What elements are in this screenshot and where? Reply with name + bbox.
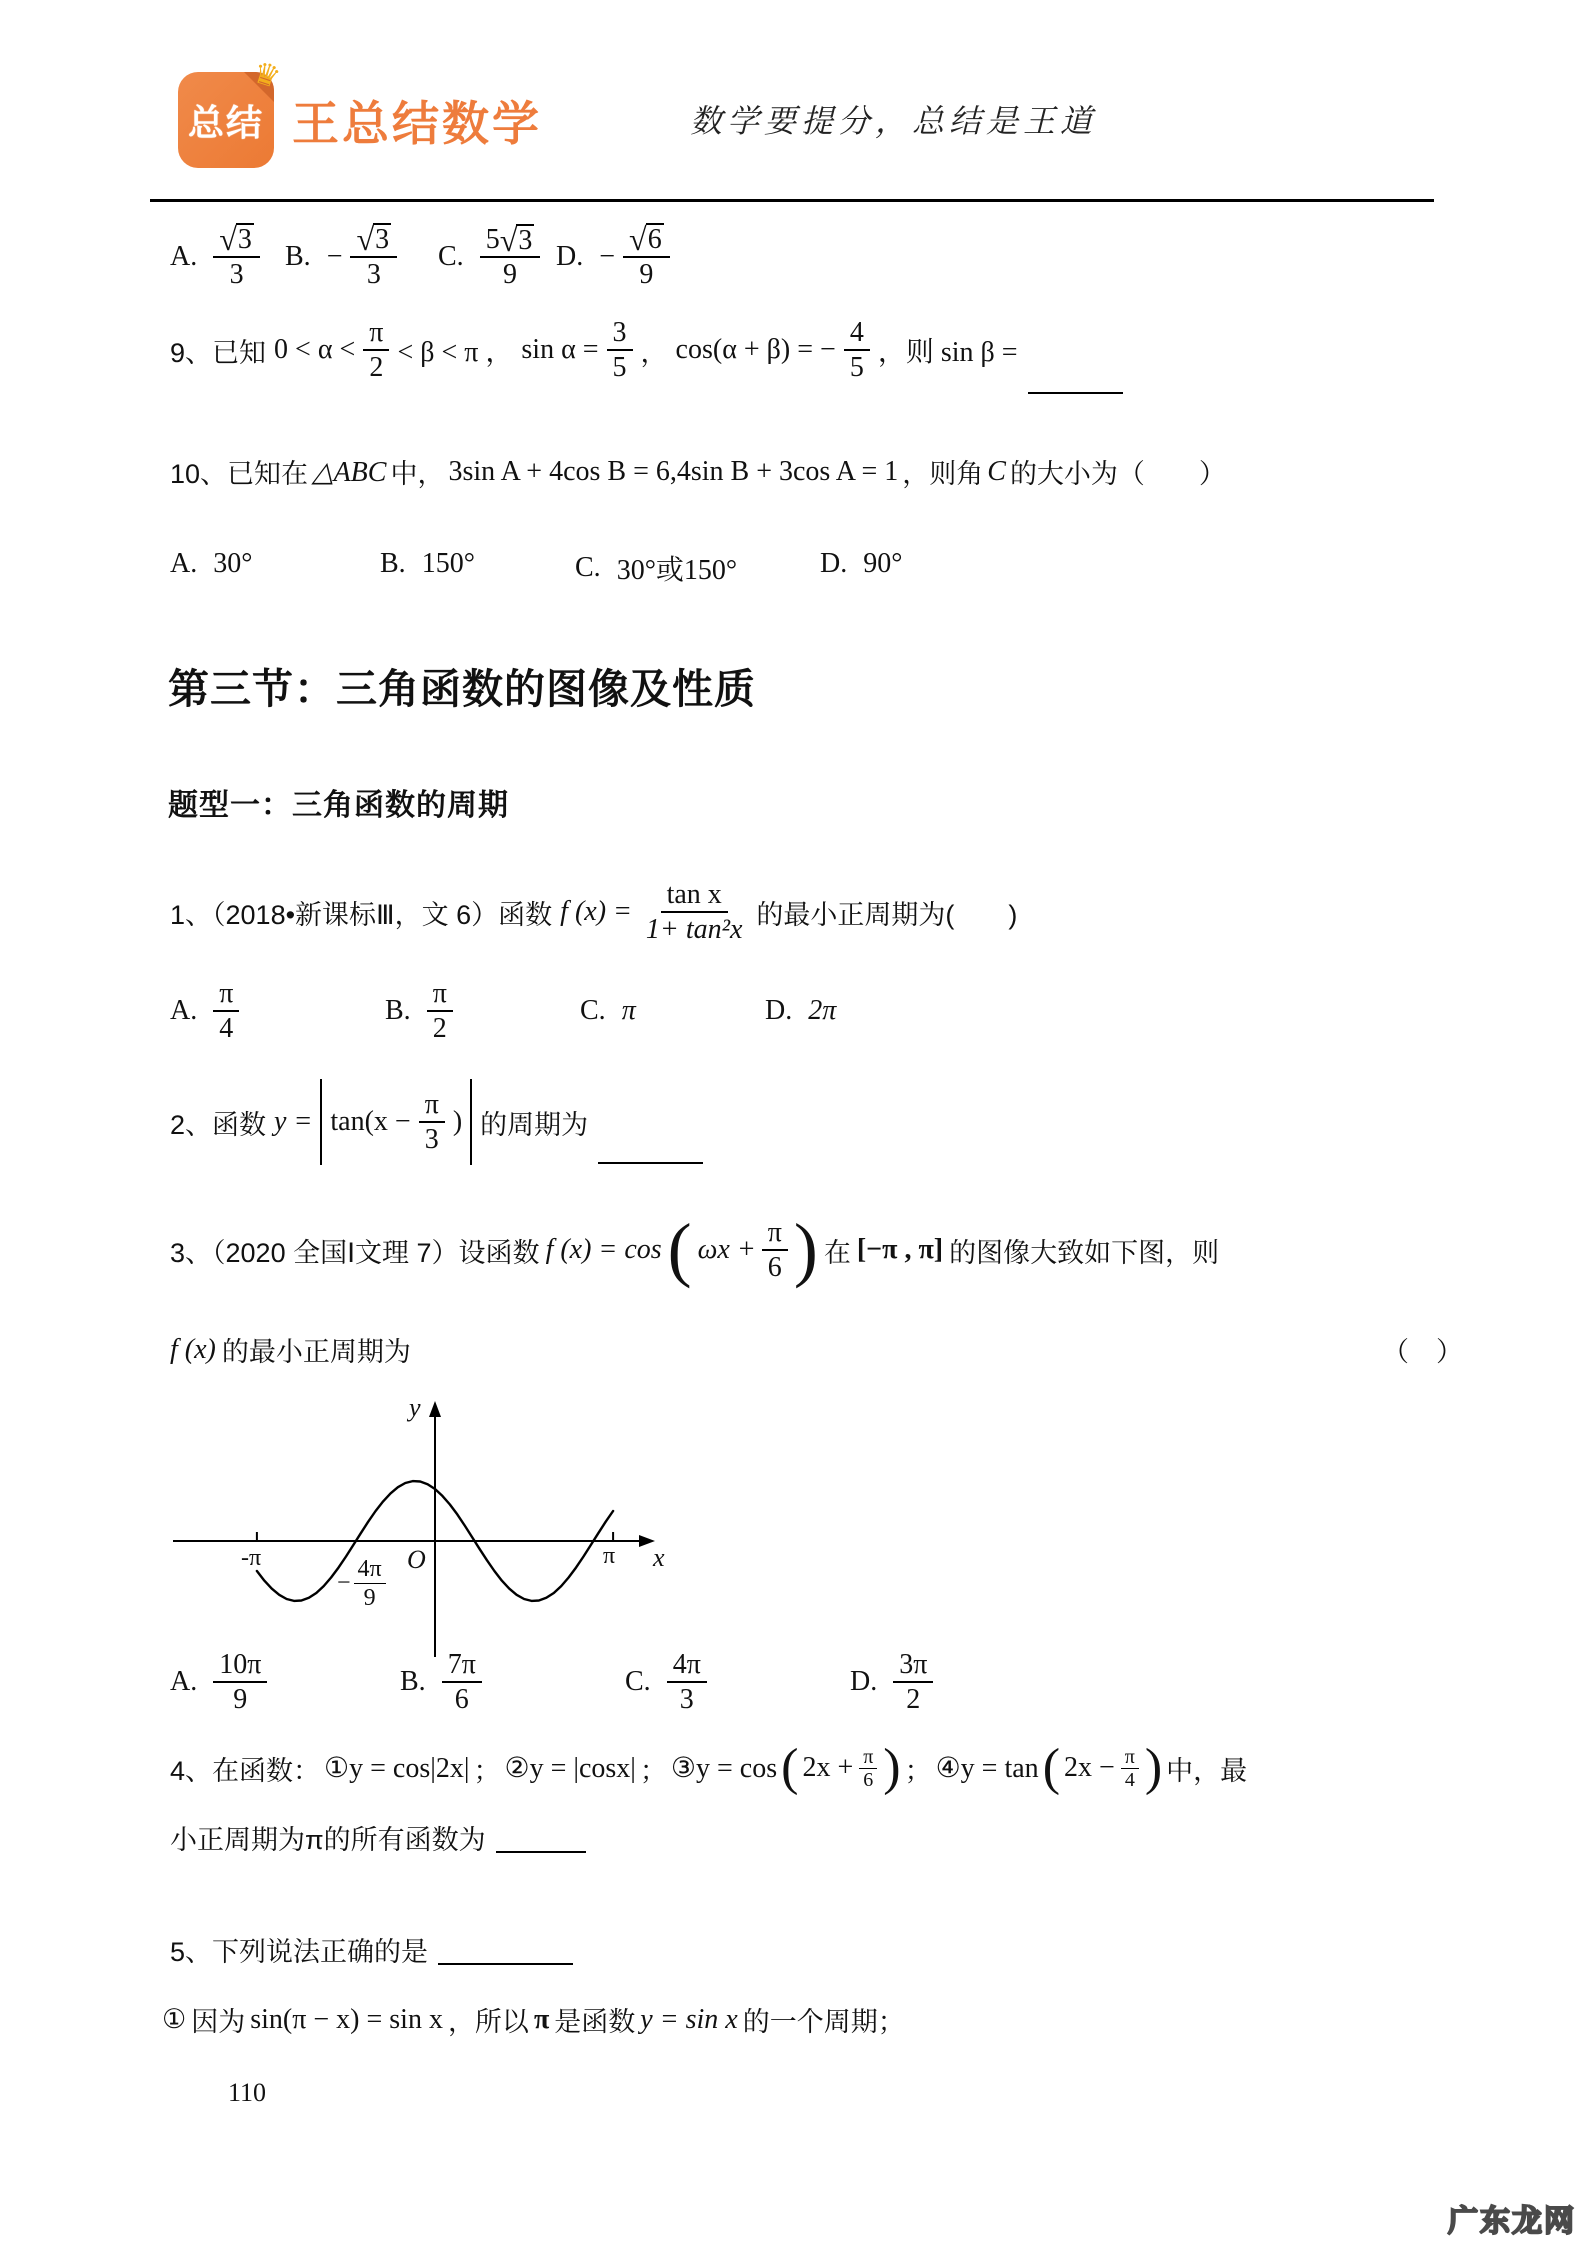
fraction-pi-3: $\frac{\pi}{3}$ bbox=[419, 1088, 445, 1156]
option-label: C. bbox=[438, 241, 464, 272]
tick-label-minus-pi: -π bbox=[241, 1545, 262, 1571]
fraction-tan: $\frac{\text{tan x}}{\text{1+ tan²x}}$ bbox=[645, 878, 743, 945]
question-4 bbox=[170, 1726, 1247, 1810]
y-equals: y = bbox=[274, 1106, 313, 1137]
question-lead: 4、在函数： bbox=[170, 1755, 321, 1786]
fraction: √ $\frac{6}{9}$ bbox=[623, 223, 670, 290]
answer-blank bbox=[598, 1132, 703, 1164]
function-3: ③y = cos bbox=[670, 1753, 778, 1784]
question-text: 中， bbox=[390, 459, 445, 489]
minus-sign: − bbox=[337, 1570, 351, 1597]
question8-option-a bbox=[170, 214, 260, 300]
fraction: √ $\frac{3}{3}$ bbox=[350, 223, 397, 290]
circled-number: ① bbox=[162, 2004, 187, 2034]
question10-option-b bbox=[380, 548, 475, 580]
x-axis-label: x bbox=[653, 1543, 665, 1572]
coefficient: 5 bbox=[485, 223, 500, 255]
option-label: D. bbox=[556, 241, 584, 272]
triangle-abc: △ABC bbox=[312, 456, 387, 488]
question10-option-a bbox=[170, 548, 252, 580]
question8-option-d bbox=[556, 214, 670, 300]
subsection-title: 题型一：三角函数的周期 bbox=[168, 789, 509, 822]
option-label: C. bbox=[580, 995, 606, 1026]
answer-blank bbox=[1028, 362, 1123, 394]
question-9 bbox=[170, 302, 1125, 398]
question3-option-d bbox=[850, 1642, 933, 1722]
question-4-line2 bbox=[170, 1818, 588, 1857]
brand-header bbox=[178, 55, 542, 168]
option-value: 90° bbox=[863, 548, 903, 579]
fraction: 5 √ 3 9 bbox=[480, 223, 541, 291]
question3-option-b bbox=[400, 1642, 482, 1722]
option-value: π bbox=[621, 995, 636, 1026]
minus-sign: − bbox=[599, 241, 616, 272]
logo-badge-text: 总结 bbox=[187, 101, 264, 143]
question1-option-b bbox=[385, 972, 453, 1050]
fraction: $\frac{3\pi}{2}$ bbox=[893, 1648, 933, 1716]
question-tail: 的图像大致如下图，则 bbox=[949, 1237, 1220, 1268]
option-label: B. bbox=[285, 241, 311, 272]
statement-text: 的一个周期； bbox=[742, 2007, 905, 2037]
function-3-inner: 2x + bbox=[802, 1752, 854, 1783]
question-text: 5、下列说法正确的是 bbox=[170, 1937, 429, 1967]
math-cos-eq: cos(α + β) = − bbox=[675, 334, 836, 365]
statement-text: 因为 bbox=[191, 2007, 246, 2037]
question8-option-c bbox=[438, 214, 540, 300]
question-lead: 1、（2018•新课标Ⅲ，文 6）函数 bbox=[170, 899, 553, 930]
big-left-paren bbox=[668, 1219, 692, 1280]
right-paren bbox=[883, 1746, 900, 1790]
fraction: $\frac{7\pi}{6}$ bbox=[442, 1648, 482, 1716]
page-number: 110 bbox=[228, 2078, 267, 2107]
question-2 bbox=[170, 1076, 705, 1168]
question-text: 的大小为（ ） bbox=[1009, 459, 1226, 489]
question8-option-b bbox=[285, 214, 397, 300]
question1-option-d bbox=[765, 972, 836, 1050]
tick-label-pi: π bbox=[603, 1543, 616, 1569]
comma: ， bbox=[640, 337, 668, 368]
watermark: 广东龙网 bbox=[1448, 2205, 1576, 2238]
line2-text: 小正周期为π的所有函数为 bbox=[170, 1825, 486, 1855]
question-tail: 的最小正周期为( ) bbox=[756, 899, 1018, 930]
radical: √ 3 bbox=[356, 223, 391, 255]
fraction: $\frac{10\pi}{9}$ bbox=[213, 1648, 267, 1716]
fraction: $\frac{\pi}{4}$ bbox=[213, 977, 239, 1045]
tan-expression: tan(x − bbox=[330, 1106, 411, 1137]
omega-x: ωx + bbox=[697, 1234, 756, 1265]
option-label: B. bbox=[400, 1666, 426, 1697]
right-paren bbox=[1145, 1746, 1162, 1790]
question-text: ，则角 bbox=[902, 459, 984, 489]
fraction-pi-2: $\frac{\pi}{2}$ bbox=[363, 316, 389, 384]
section-title: 第三节：三角函数的图像及性质 bbox=[168, 666, 756, 712]
radical: √ 3 bbox=[219, 223, 254, 255]
absolute-value-bar bbox=[320, 1079, 322, 1165]
left-paren bbox=[781, 1746, 798, 1790]
fraction-4-5: $\frac{4}{5}$ bbox=[844, 316, 870, 384]
statement-text: 是函数 bbox=[554, 2007, 636, 2037]
option-label: C. bbox=[625, 1666, 651, 1697]
option-label: C. bbox=[575, 552, 601, 583]
crown-icon: ♛ bbox=[248, 55, 285, 96]
question1-option-c bbox=[580, 972, 636, 1050]
fraction-pi-4: $\frac{\pi}{4}$ bbox=[1119, 1746, 1141, 1791]
math-inequality: 0 < α < bbox=[274, 334, 356, 365]
question-3-line2 bbox=[170, 1330, 411, 1369]
option-label: A. bbox=[170, 548, 198, 579]
pi-symbol: π bbox=[533, 2003, 550, 2035]
zero-crossing-label bbox=[337, 1555, 386, 1613]
question10-option-c bbox=[575, 548, 737, 588]
option-value: 30° bbox=[213, 548, 253, 579]
function-2: ②y = |cosx| bbox=[504, 1753, 636, 1784]
big-right-paren bbox=[794, 1219, 818, 1280]
question-text: 10、已知在 bbox=[170, 459, 309, 489]
y-sin-x: y = sin x bbox=[640, 2003, 738, 2035]
question-5-statement-1 bbox=[162, 2000, 905, 2039]
fraction: $\frac{4\pi}{3}$ bbox=[667, 1648, 707, 1716]
separator: ； bbox=[639, 1755, 667, 1786]
fraction-3-5: $\frac{3}{5}$ bbox=[607, 316, 633, 384]
interval: [−π , π] bbox=[856, 1234, 944, 1265]
fraction-pi-6: $\frac{\pi}{6}$ bbox=[762, 1216, 788, 1284]
trig-graph-svg bbox=[165, 1395, 665, 1667]
radical: √ 6 bbox=[629, 223, 664, 255]
brand-logo-icon bbox=[178, 55, 285, 168]
separator: ； bbox=[473, 1755, 501, 1786]
radical: √ 3 bbox=[500, 224, 535, 256]
option-label: A. bbox=[170, 241, 198, 272]
header-divider bbox=[150, 199, 1434, 202]
option-label: D. bbox=[820, 548, 848, 579]
fx-equals: f (x) = bbox=[560, 896, 632, 927]
question-1 bbox=[170, 870, 1017, 954]
fraction-pi-6: $\frac{\pi}{6}$ bbox=[857, 1746, 879, 1791]
option-value: 2π bbox=[808, 995, 837, 1026]
fraction: $\frac{\pi}{2}$ bbox=[427, 977, 453, 1045]
option-label: B. bbox=[380, 548, 406, 579]
math-equations: 3sin A + 4cos B = 6,4sin B + 3cos A = 1 bbox=[448, 455, 899, 487]
math-sin-eq: sin α = bbox=[521, 334, 599, 365]
answer-blank bbox=[496, 1821, 586, 1853]
option-label: D. bbox=[765, 995, 793, 1026]
question3-option-c bbox=[625, 1642, 707, 1722]
option-label: B. bbox=[385, 995, 411, 1026]
statement-text: ，所以 bbox=[447, 2007, 529, 2037]
answer-blank bbox=[438, 1933, 573, 1965]
option-label: A. bbox=[170, 995, 198, 1026]
option-value: 150° bbox=[421, 548, 475, 579]
left-paren bbox=[1043, 1746, 1060, 1790]
minus-sign: − bbox=[326, 241, 343, 272]
sin-identity: sin(π − x) = sin x bbox=[250, 2003, 443, 2035]
function-4-inner: 2x − bbox=[1064, 1752, 1115, 1783]
fx-cos: f (x) = cos bbox=[545, 1234, 662, 1265]
fx: f (x) bbox=[170, 1333, 216, 1365]
option-label: D. bbox=[850, 1666, 878, 1697]
separator: ； bbox=[904, 1755, 932, 1786]
option-label: A. bbox=[170, 1666, 198, 1697]
question-tail: 的周期为 bbox=[480, 1109, 589, 1140]
question3-option-a bbox=[170, 1642, 267, 1722]
function-4: ④y = tan bbox=[935, 1753, 1039, 1784]
question-tail: 中，最 bbox=[1166, 1755, 1248, 1786]
question-tail: ，则 sin β = bbox=[877, 337, 1018, 368]
question1-option-a bbox=[170, 972, 239, 1050]
trig-graph-figure bbox=[165, 1395, 665, 1667]
function-1: ①y = cos|2x| bbox=[324, 1753, 470, 1784]
answer-paren: （ ） bbox=[1382, 1337, 1463, 1367]
fraction-4pi-9: $\frac{4\pi}{9}$ bbox=[354, 1555, 386, 1613]
option-value: 30°或150° bbox=[616, 555, 738, 586]
question10-option-d bbox=[820, 548, 902, 580]
brand-tagline: 数学要提分，总结是王道 bbox=[690, 103, 1098, 139]
question-mid: 在 bbox=[823, 1237, 851, 1268]
question-lead: 3、（2020 全国Ⅰ文理 7）设函数 bbox=[170, 1237, 540, 1268]
question-5 bbox=[170, 1930, 575, 1969]
y-axis-label: y bbox=[409, 1393, 421, 1422]
question-3 bbox=[170, 1206, 1219, 1294]
question-lead: 2、函数 bbox=[170, 1109, 267, 1140]
fraction: √ $\frac{3}{3}$ bbox=[213, 223, 260, 290]
question-10 bbox=[170, 452, 1226, 491]
angle-c: C bbox=[987, 455, 1006, 487]
brand-wordmark: 王总结数学 bbox=[292, 96, 542, 150]
math-inequality: < β < π ， bbox=[397, 337, 514, 368]
close-paren: ) bbox=[452, 1106, 463, 1137]
absolute-value-bar bbox=[470, 1079, 472, 1165]
question-number-text: 9、已知 bbox=[170, 337, 267, 368]
line2-text: 的最小正周期为 bbox=[221, 1337, 411, 1367]
origin-label: O bbox=[407, 1545, 426, 1574]
